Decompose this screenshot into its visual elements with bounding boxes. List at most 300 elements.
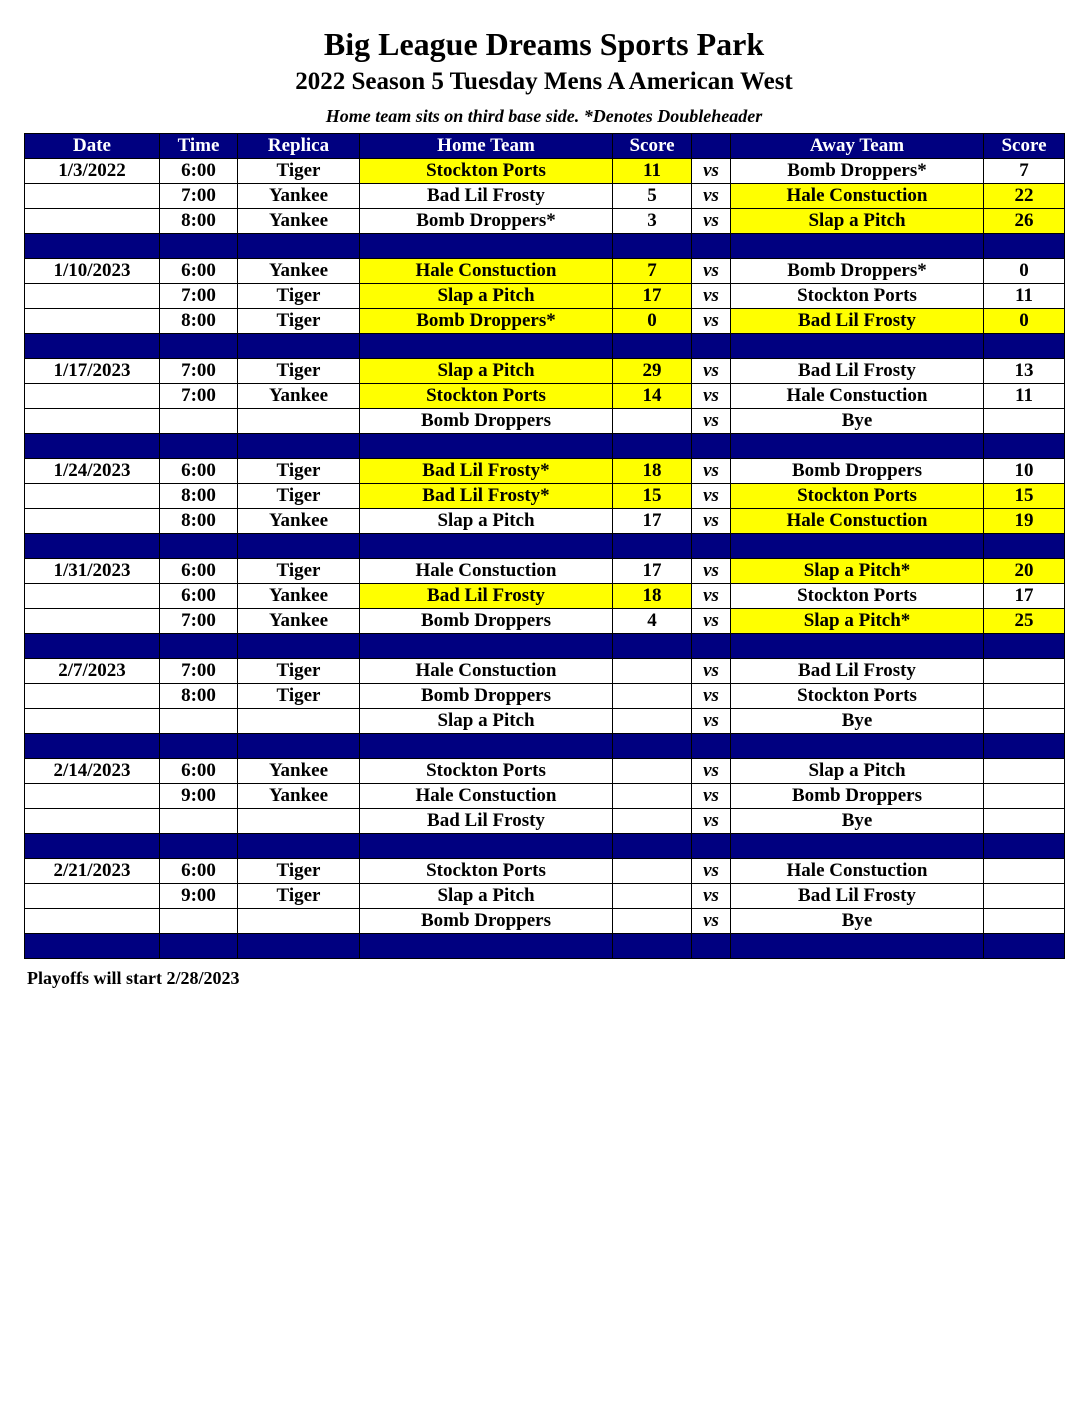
page-subtitle: 2022 Season 5 Tuesday Mens A American West [295, 68, 793, 95]
home-score-cell: 3 [613, 209, 692, 234]
home-score-cell [613, 809, 692, 834]
time-cell: 8:00 [160, 209, 238, 234]
away-score-cell: 25 [984, 609, 1065, 634]
home-score-cell: 18 [613, 459, 692, 484]
separator-cell [360, 234, 613, 259]
separator-cell [238, 534, 360, 559]
separator-cell [731, 934, 984, 959]
separator-cell [984, 634, 1065, 659]
separator-cell [731, 434, 984, 459]
separator-cell [160, 434, 238, 459]
vs-cell: vs [692, 484, 731, 509]
home-team-cell: Bomb Droppers [360, 609, 613, 634]
home-score-cell [613, 759, 692, 784]
table-row [25, 409, 1065, 434]
time-cell: 7:00 [160, 384, 238, 409]
away-score-cell: 22 [984, 184, 1065, 209]
time-cell: 6:00 [160, 859, 238, 884]
date-cell [25, 884, 160, 909]
week-separator-row [25, 534, 1065, 559]
replica-cell [238, 409, 360, 434]
col-header-vs [692, 134, 731, 159]
date-cell: 2/14/2023 [25, 759, 160, 784]
table-row [25, 659, 1065, 684]
separator-cell [160, 334, 238, 359]
time-cell: 7:00 [160, 184, 238, 209]
home-score-cell [613, 884, 692, 909]
table-row [25, 459, 1065, 484]
vs-cell: vs [692, 584, 731, 609]
time-cell: 7:00 [160, 609, 238, 634]
time-cell: 6:00 [160, 259, 238, 284]
col-header-replica: Replica [238, 134, 360, 159]
playoffs-note: Playoffs will start 2/28/2023 [27, 968, 240, 988]
separator-cell [238, 434, 360, 459]
col-header-time: Time [160, 134, 238, 159]
table-row [25, 759, 1065, 784]
vs-cell: vs [692, 884, 731, 909]
away-score-cell: 11 [984, 284, 1065, 309]
replica-cell: Tiger [238, 309, 360, 334]
home-team-cell: Stockton Ports [360, 759, 613, 784]
week-separator-row [25, 434, 1065, 459]
replica-cell: Yankee [238, 509, 360, 534]
home-score-cell [613, 709, 692, 734]
replica-cell: Yankee [238, 784, 360, 809]
replica-cell: Tiger [238, 684, 360, 709]
table-header-row [25, 134, 1065, 159]
replica-cell: Tiger [238, 859, 360, 884]
vs-cell: vs [692, 409, 731, 434]
home-team-cell: Bomb Droppers* [360, 209, 613, 234]
separator-cell [160, 734, 238, 759]
away-score-cell [984, 409, 1065, 434]
home-score-cell [613, 859, 692, 884]
time-cell: 6:00 [160, 159, 238, 184]
away-score-cell [984, 884, 1065, 909]
time-cell: 6:00 [160, 459, 238, 484]
schedule-body [25, 159, 1065, 959]
replica-cell: Yankee [238, 184, 360, 209]
vs-cell: vs [692, 159, 731, 184]
separator-cell [613, 634, 692, 659]
separator-cell [731, 734, 984, 759]
date-cell: 1/10/2023 [25, 259, 160, 284]
col-header-home-team: Home Team [360, 134, 613, 159]
separator-cell [984, 434, 1065, 459]
separator-cell [613, 734, 692, 759]
time-cell: 7:00 [160, 359, 238, 384]
replica-cell: Yankee [238, 759, 360, 784]
separator-cell [25, 734, 160, 759]
home-team-cell: Bomb Droppers [360, 409, 613, 434]
table-row [25, 909, 1065, 934]
home-score-cell [613, 684, 692, 709]
home-score-cell [613, 409, 692, 434]
replica-cell: Tiger [238, 659, 360, 684]
col-header-date: Date [25, 134, 160, 159]
home-team-cell: Bad Lil Frosty [360, 809, 613, 834]
separator-cell [360, 534, 613, 559]
home-score-cell: 18 [613, 584, 692, 609]
separator-cell [731, 834, 984, 859]
home-team-cell: Slap a Pitch [360, 284, 613, 309]
home-team-cell: Hale Constuction [360, 784, 613, 809]
replica-cell: Yankee [238, 584, 360, 609]
time-cell: 6:00 [160, 759, 238, 784]
date-cell [25, 609, 160, 634]
away-score-cell [984, 809, 1065, 834]
separator-cell [731, 534, 984, 559]
table-row [25, 709, 1065, 734]
home-team-cell: Bad Lil Frosty* [360, 459, 613, 484]
away-team-cell: Stockton Ports [731, 484, 984, 509]
home-team-cell: Bad Lil Frosty [360, 584, 613, 609]
away-score-cell: 0 [984, 259, 1065, 284]
separator-cell [238, 734, 360, 759]
home-team-cell: Bad Lil Frosty* [360, 484, 613, 509]
away-team-cell: Bye [731, 409, 984, 434]
home-team-cell: Stockton Ports [360, 384, 613, 409]
replica-cell: Yankee [238, 259, 360, 284]
away-score-cell [984, 709, 1065, 734]
separator-cell [25, 834, 160, 859]
vs-cell: vs [692, 309, 731, 334]
time-cell [160, 409, 238, 434]
home-team-cell: Bad Lil Frosty [360, 184, 613, 209]
away-team-cell: Bomb Droppers* [731, 259, 984, 284]
week-separator-row [25, 234, 1065, 259]
away-team-cell: Stockton Ports [731, 284, 984, 309]
date-cell: 1/3/2022 [25, 159, 160, 184]
vs-cell: vs [692, 459, 731, 484]
table-row [25, 309, 1065, 334]
away-score-cell: 20 [984, 559, 1065, 584]
date-cell [25, 584, 160, 609]
away-team-cell: Slap a Pitch [731, 209, 984, 234]
separator-cell [731, 634, 984, 659]
away-score-cell [984, 909, 1065, 934]
separator-cell [613, 434, 692, 459]
time-cell [160, 809, 238, 834]
home-score-cell [613, 784, 692, 809]
vs-cell: vs [692, 909, 731, 934]
home-score-cell: 29 [613, 359, 692, 384]
away-score-cell: 19 [984, 509, 1065, 534]
separator-cell [160, 834, 238, 859]
away-team-cell: Bye [731, 709, 984, 734]
separator-cell [613, 234, 692, 259]
home-score-cell: 14 [613, 384, 692, 409]
time-cell [160, 909, 238, 934]
home-team-cell: Hale Constuction [360, 559, 613, 584]
vs-cell: vs [692, 384, 731, 409]
away-team-cell: Bad Lil Frosty [731, 359, 984, 384]
vs-cell: vs [692, 609, 731, 634]
replica-cell: Yankee [238, 209, 360, 234]
separator-cell [25, 934, 160, 959]
date-cell [25, 309, 160, 334]
home-team-cell: Hale Constuction [360, 659, 613, 684]
separator-cell [984, 234, 1065, 259]
away-score-cell [984, 859, 1065, 884]
page-title: Big League Dreams Sports Park [323, 26, 765, 62]
vs-cell: vs [692, 284, 731, 309]
date-cell: 1/31/2023 [25, 559, 160, 584]
date-cell: 1/24/2023 [25, 459, 160, 484]
away-team-cell: Bad Lil Frosty [731, 309, 984, 334]
home-score-cell: 5 [613, 184, 692, 209]
date-cell [25, 209, 160, 234]
home-score-cell: 0 [613, 309, 692, 334]
away-score-cell: 26 [984, 209, 1065, 234]
separator-cell [360, 734, 613, 759]
separator-cell [692, 434, 731, 459]
separator-cell [238, 634, 360, 659]
table-row [25, 384, 1065, 409]
separator-cell [25, 534, 160, 559]
date-cell [25, 809, 160, 834]
time-cell: 8:00 [160, 509, 238, 534]
vs-cell: vs [692, 209, 731, 234]
table-row [25, 359, 1065, 384]
date-cell: 2/21/2023 [25, 859, 160, 884]
vs-cell: vs [692, 784, 731, 809]
schedule-note: Home team sits on third base side. *Denotes Doubleheader [325, 106, 763, 126]
table-row [25, 684, 1065, 709]
away-team-cell: Bomb Droppers [731, 784, 984, 809]
separator-cell [692, 334, 731, 359]
separator-cell [692, 634, 731, 659]
date-cell: 2/7/2023 [25, 659, 160, 684]
away-team-cell: Stockton Ports [731, 584, 984, 609]
week-separator-row [25, 734, 1065, 759]
time-cell: 6:00 [160, 584, 238, 609]
home-score-cell: 17 [613, 509, 692, 534]
home-score-cell: 7 [613, 259, 692, 284]
time-cell: 9:00 [160, 884, 238, 909]
replica-cell: Tiger [238, 459, 360, 484]
time-cell [160, 709, 238, 734]
away-team-cell: Bye [731, 809, 984, 834]
vs-cell: vs [692, 759, 731, 784]
separator-cell [160, 634, 238, 659]
separator-cell [613, 334, 692, 359]
separator-cell [984, 734, 1065, 759]
date-cell: 1/17/2023 [25, 359, 160, 384]
home-team-cell: Slap a Pitch [360, 709, 613, 734]
separator-cell [692, 234, 731, 259]
table-row [25, 809, 1065, 834]
separator-cell [160, 234, 238, 259]
time-cell: 8:00 [160, 684, 238, 709]
replica-cell: Tiger [238, 484, 360, 509]
date-cell [25, 284, 160, 309]
vs-cell: vs [692, 809, 731, 834]
date-cell [25, 484, 160, 509]
home-team-cell: Slap a Pitch [360, 509, 613, 534]
separator-cell [160, 934, 238, 959]
separator-cell [160, 534, 238, 559]
date-cell [25, 409, 160, 434]
home-score-cell: 17 [613, 559, 692, 584]
table-row [25, 284, 1065, 309]
replica-cell: Tiger [238, 284, 360, 309]
replica-cell: Tiger [238, 884, 360, 909]
table-row [25, 609, 1065, 634]
away-team-cell: Slap a Pitch [731, 759, 984, 784]
separator-cell [360, 934, 613, 959]
separator-cell [984, 534, 1065, 559]
week-separator-row [25, 934, 1065, 959]
home-team-cell: Bomb Droppers* [360, 309, 613, 334]
date-cell [25, 909, 160, 934]
table-row [25, 509, 1065, 534]
away-team-cell: Hale Constuction [731, 859, 984, 884]
away-team-cell: Bad Lil Frosty [731, 659, 984, 684]
col-header-away-team: Away Team [731, 134, 984, 159]
separator-cell [731, 334, 984, 359]
away-team-cell: Bye [731, 909, 984, 934]
separator-cell [238, 234, 360, 259]
replica-cell [238, 909, 360, 934]
separator-cell [25, 434, 160, 459]
table-row [25, 559, 1065, 584]
home-team-cell: Bomb Droppers [360, 684, 613, 709]
schedule-table [24, 133, 1065, 959]
away-score-cell [984, 684, 1065, 709]
vs-cell: vs [692, 659, 731, 684]
separator-cell [731, 234, 984, 259]
home-score-cell: 4 [613, 609, 692, 634]
separator-cell [692, 734, 731, 759]
away-team-cell: Bomb Droppers [731, 459, 984, 484]
table-row [25, 884, 1065, 909]
vs-cell: vs [692, 559, 731, 584]
away-score-cell: 11 [984, 384, 1065, 409]
separator-cell [613, 834, 692, 859]
replica-cell: Yankee [238, 609, 360, 634]
col-header-home-score: Score [613, 134, 692, 159]
time-cell: 7:00 [160, 284, 238, 309]
week-separator-row [25, 334, 1065, 359]
table-row [25, 209, 1065, 234]
time-cell: 6:00 [160, 559, 238, 584]
away-team-cell: Slap a Pitch* [731, 559, 984, 584]
separator-cell [692, 834, 731, 859]
replica-cell: Yankee [238, 384, 360, 409]
date-cell [25, 684, 160, 709]
time-cell: 8:00 [160, 484, 238, 509]
home-score-cell: 11 [613, 159, 692, 184]
separator-cell [238, 334, 360, 359]
vs-cell: vs [692, 359, 731, 384]
separator-cell [360, 434, 613, 459]
vs-cell: vs [692, 259, 731, 284]
separator-cell [25, 234, 160, 259]
home-team-cell: Slap a Pitch [360, 884, 613, 909]
away-team-cell: Slap a Pitch* [731, 609, 984, 634]
away-team-cell: Hale Constuction [731, 384, 984, 409]
home-score-cell: 17 [613, 284, 692, 309]
time-cell: 8:00 [160, 309, 238, 334]
date-cell [25, 709, 160, 734]
separator-cell [360, 834, 613, 859]
separator-cell [984, 934, 1065, 959]
table-row [25, 584, 1065, 609]
away-team-cell: Hale Constuction [731, 509, 984, 534]
date-cell [25, 784, 160, 809]
separator-cell [692, 934, 731, 959]
replica-cell: Tiger [238, 359, 360, 384]
separator-cell [613, 534, 692, 559]
separator-cell [692, 534, 731, 559]
separator-cell [238, 834, 360, 859]
date-cell [25, 384, 160, 409]
home-team-cell: Slap a Pitch [360, 359, 613, 384]
separator-cell [984, 334, 1065, 359]
replica-cell [238, 809, 360, 834]
away-team-cell: Hale Constuction [731, 184, 984, 209]
separator-cell [25, 634, 160, 659]
away-score-cell: 13 [984, 359, 1065, 384]
away-score-cell [984, 759, 1065, 784]
table-row [25, 184, 1065, 209]
week-separator-row [25, 634, 1065, 659]
home-score-cell [613, 659, 692, 684]
table-row [25, 159, 1065, 184]
replica-cell: Tiger [238, 559, 360, 584]
table-row [25, 784, 1065, 809]
separator-cell [360, 334, 613, 359]
away-team-cell: Bad Lil Frosty [731, 884, 984, 909]
separator-cell [238, 934, 360, 959]
separator-cell [613, 934, 692, 959]
home-team-cell: Bomb Droppers [360, 909, 613, 934]
away-team-cell: Bomb Droppers* [731, 159, 984, 184]
time-cell: 9:00 [160, 784, 238, 809]
table-row [25, 859, 1065, 884]
vs-cell: vs [692, 184, 731, 209]
vs-cell: vs [692, 684, 731, 709]
separator-cell [360, 634, 613, 659]
table-row [25, 484, 1065, 509]
away-score-cell: 10 [984, 459, 1065, 484]
away-score-cell [984, 784, 1065, 809]
table-row [25, 259, 1065, 284]
vs-cell: vs [692, 709, 731, 734]
away-team-cell: Stockton Ports [731, 684, 984, 709]
vs-cell: vs [692, 859, 731, 884]
away-score-cell: 15 [984, 484, 1065, 509]
away-score-cell [984, 659, 1065, 684]
vs-cell: vs [692, 509, 731, 534]
date-cell [25, 509, 160, 534]
date-cell [25, 184, 160, 209]
home-score-cell: 15 [613, 484, 692, 509]
home-team-cell: Hale Constuction [360, 259, 613, 284]
replica-cell [238, 709, 360, 734]
home-score-cell [613, 909, 692, 934]
time-cell: 7:00 [160, 659, 238, 684]
away-score-cell: 17 [984, 584, 1065, 609]
home-team-cell: Stockton Ports [360, 159, 613, 184]
week-separator-row [25, 834, 1065, 859]
col-header-away-score: Score [984, 134, 1065, 159]
separator-cell [984, 834, 1065, 859]
separator-cell [25, 334, 160, 359]
away-score-cell: 7 [984, 159, 1065, 184]
